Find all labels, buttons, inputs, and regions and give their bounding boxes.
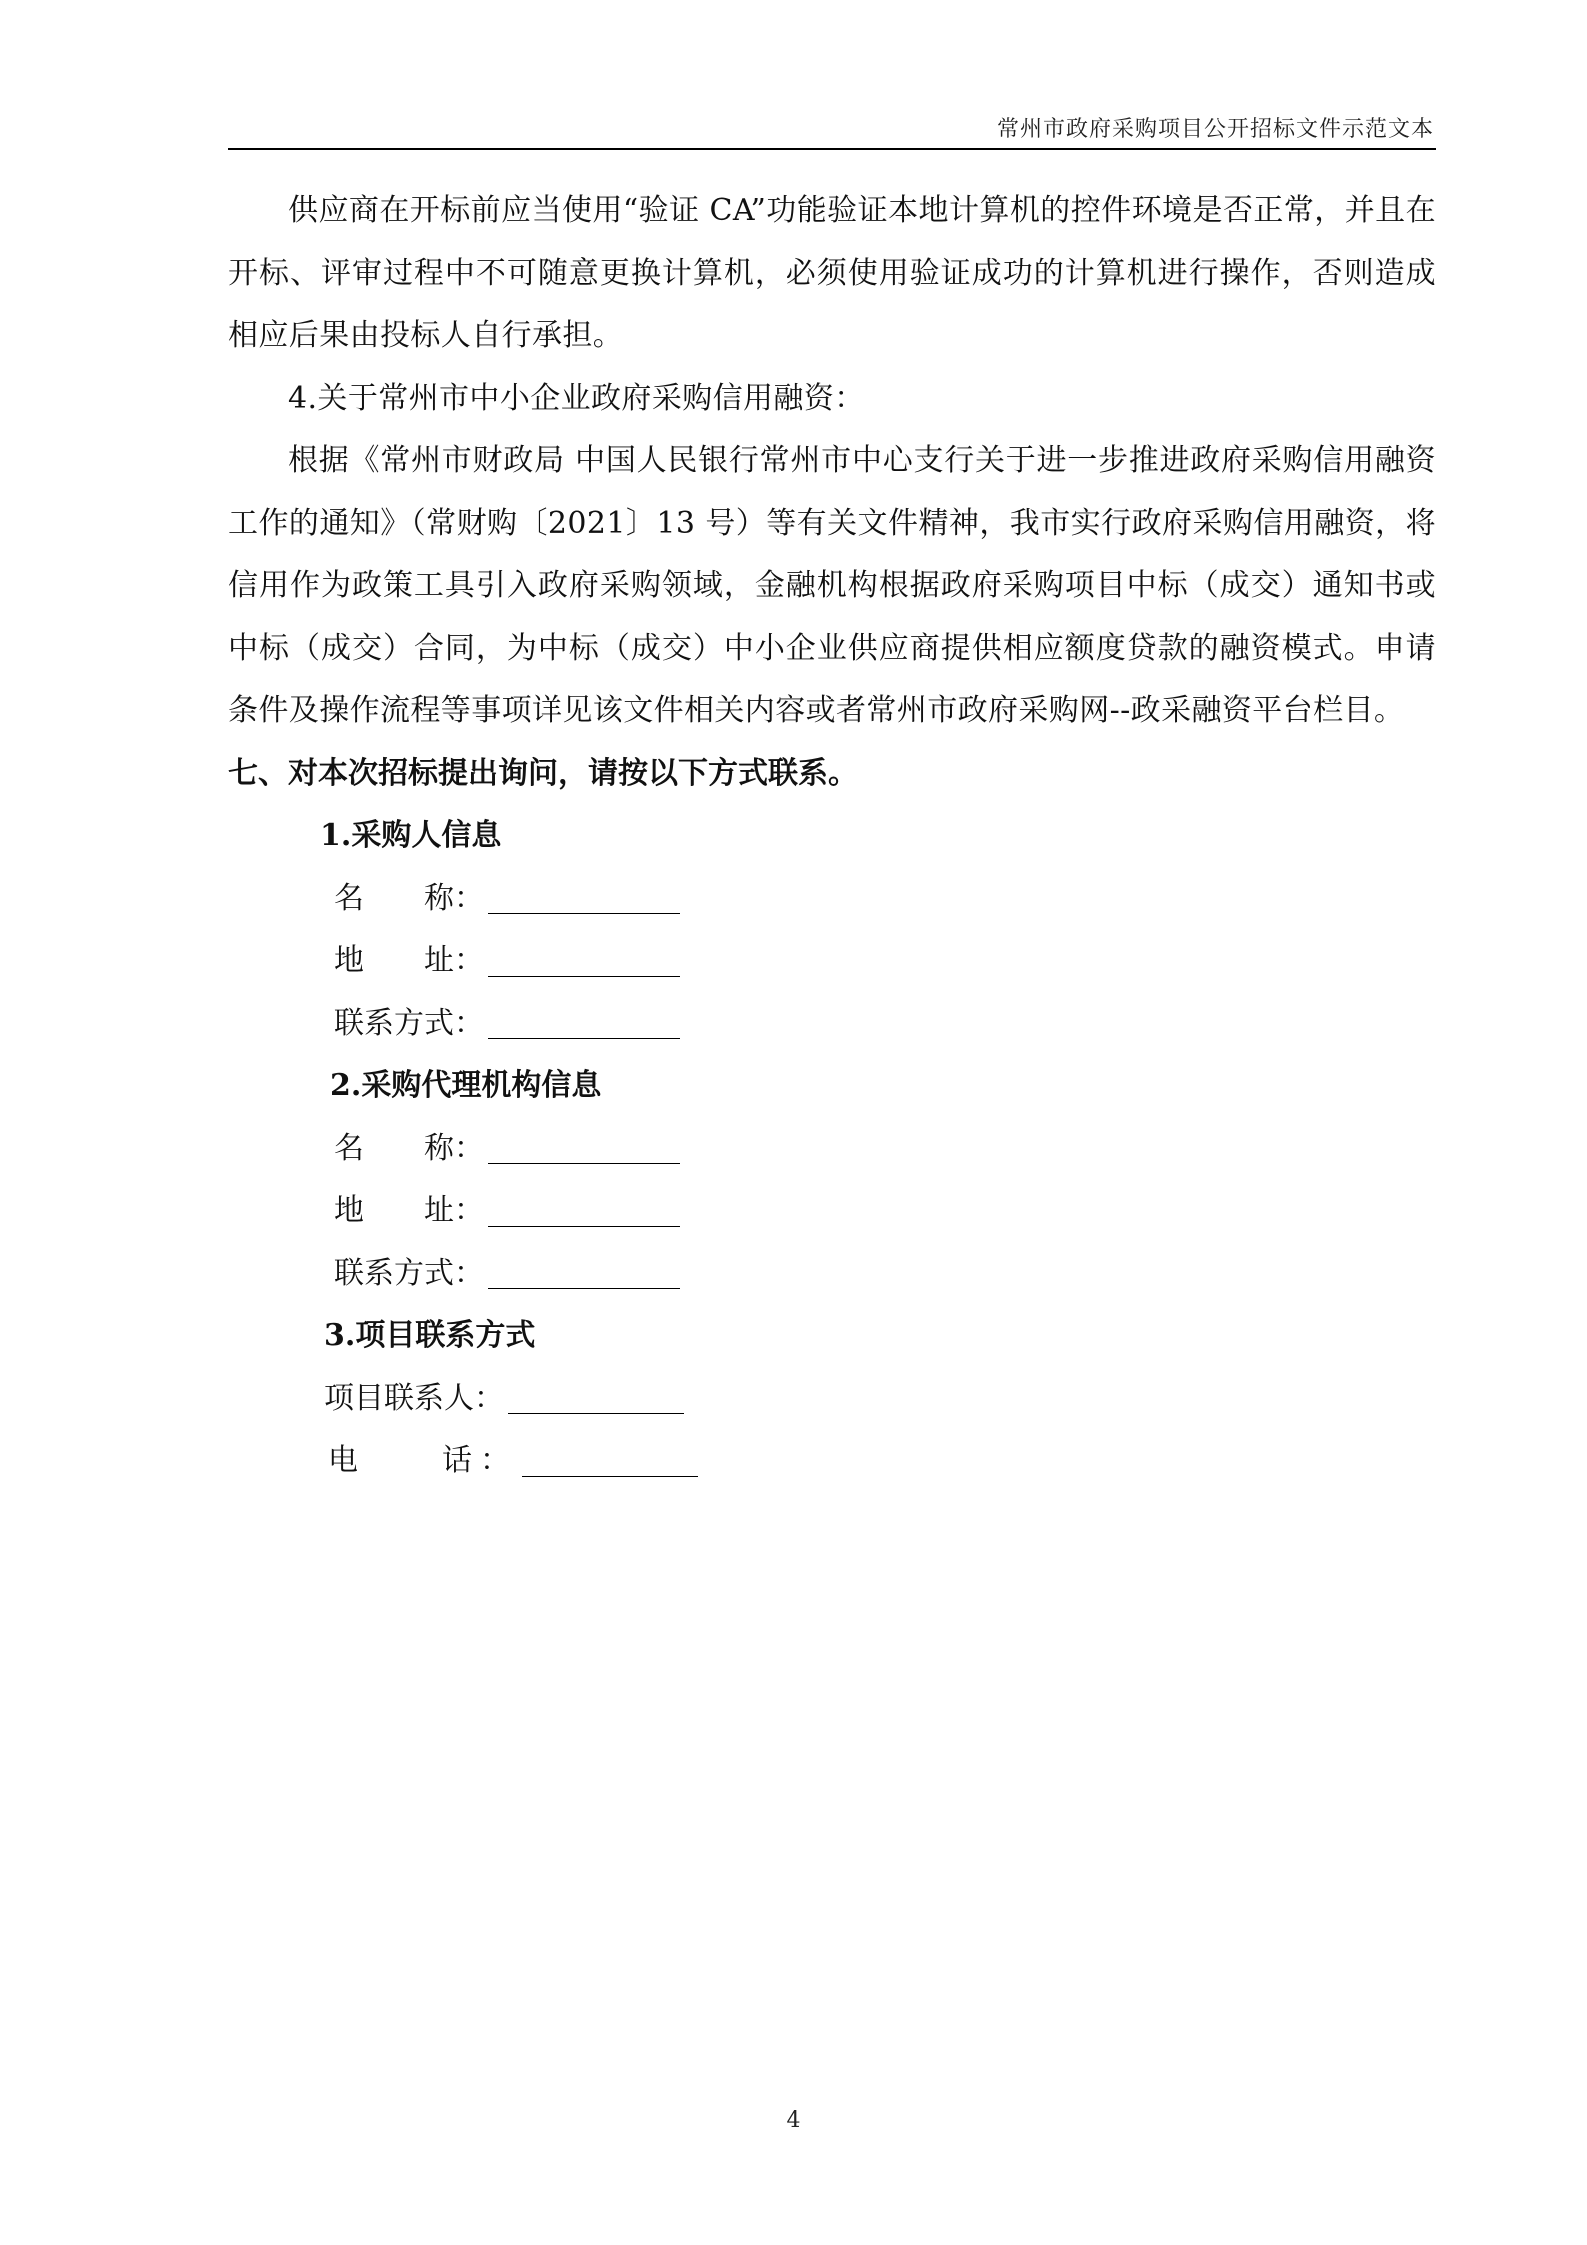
project-phone-label: 电 话： bbox=[328, 1443, 518, 1478]
purchaser-address-blank bbox=[488, 976, 680, 977]
paragraph-credit-financing: 根据《常州市财政局 中国人民银行常州市中心支行关于进一步推进政府采购信用融资工作的通知》（常财购〔2021〕13 号）等有关文件精神，我市实行政府采购信用融资，将信用作为政策工具引入政府采购领域，金融机构根据政府采购项目中标（成交）通知书或中标（成交）合同，为中标（成交）中小企业供应商提供相应额度贷款的融资模式。申请条件及操作流程等事项详见该文件相关内容或者常州市政府采购网--政采融资平台栏目。 bbox=[228, 443, 1436, 728]
agency-name-label: 名 称： bbox=[334, 1130, 484, 1166]
agency-name-row bbox=[228, 1118, 1436, 1181]
purchaser-heading: 1.采购人信息 bbox=[320, 818, 502, 853]
purchaser-name-label: 名 称： bbox=[334, 880, 484, 916]
page-header bbox=[228, 108, 1436, 150]
purchaser-name-blank bbox=[488, 913, 680, 914]
project-contact-person-label: 项目联系人： bbox=[324, 1380, 504, 1416]
purchaser-contact-blank bbox=[488, 1038, 680, 1039]
agency-contact-row bbox=[228, 1243, 1436, 1306]
page-body bbox=[228, 180, 1436, 1493]
agency-heading: 2.采购代理机构信息 bbox=[330, 1068, 602, 1103]
agency-contact-label: 联系方式： bbox=[334, 1255, 484, 1291]
project-phone-blank bbox=[522, 1476, 698, 1477]
page-number: 4 bbox=[786, 2108, 801, 2133]
agency-address-blank bbox=[488, 1226, 680, 1227]
project-contact-person-row bbox=[228, 1368, 1436, 1431]
project-heading: 3.项目联系方式 bbox=[324, 1318, 536, 1353]
purchaser-address-label: 地 址： bbox=[334, 943, 484, 978]
purchaser-name-row bbox=[228, 868, 1436, 931]
project-contact-person-blank bbox=[508, 1413, 684, 1414]
agency-address-row bbox=[228, 1180, 1436, 1243]
purchaser-contact-row bbox=[228, 993, 1436, 1056]
agency-address-label: 地 址： bbox=[334, 1193, 484, 1228]
paragraph-ca-verification: 供应商在开标前应当使用“验证 CA”功能验证本地计算机的控件环境是否正常，并且在开标、评审过程中不可随意更换计算机，必须使用验证成功的计算机进行操作，否则造成相应后果由投标人自行承担。 bbox=[228, 193, 1436, 353]
section7-heading: 七、对本次招标提出询问，请按以下方式联系。 bbox=[228, 755, 858, 791]
header-title: 常州市政府采购项目公开招标文件示范文本 bbox=[996, 117, 1434, 142]
agency-name-blank bbox=[488, 1163, 680, 1164]
paragraph-item4-title: 4.关于常州市中小企业政府采购信用融资： bbox=[288, 380, 865, 416]
agency-contact-blank bbox=[488, 1288, 680, 1289]
purchaser-contact-label: 联系方式： bbox=[334, 1005, 484, 1041]
project-phone-row bbox=[228, 1430, 1436, 1493]
purchaser-address-row bbox=[228, 930, 1436, 993]
